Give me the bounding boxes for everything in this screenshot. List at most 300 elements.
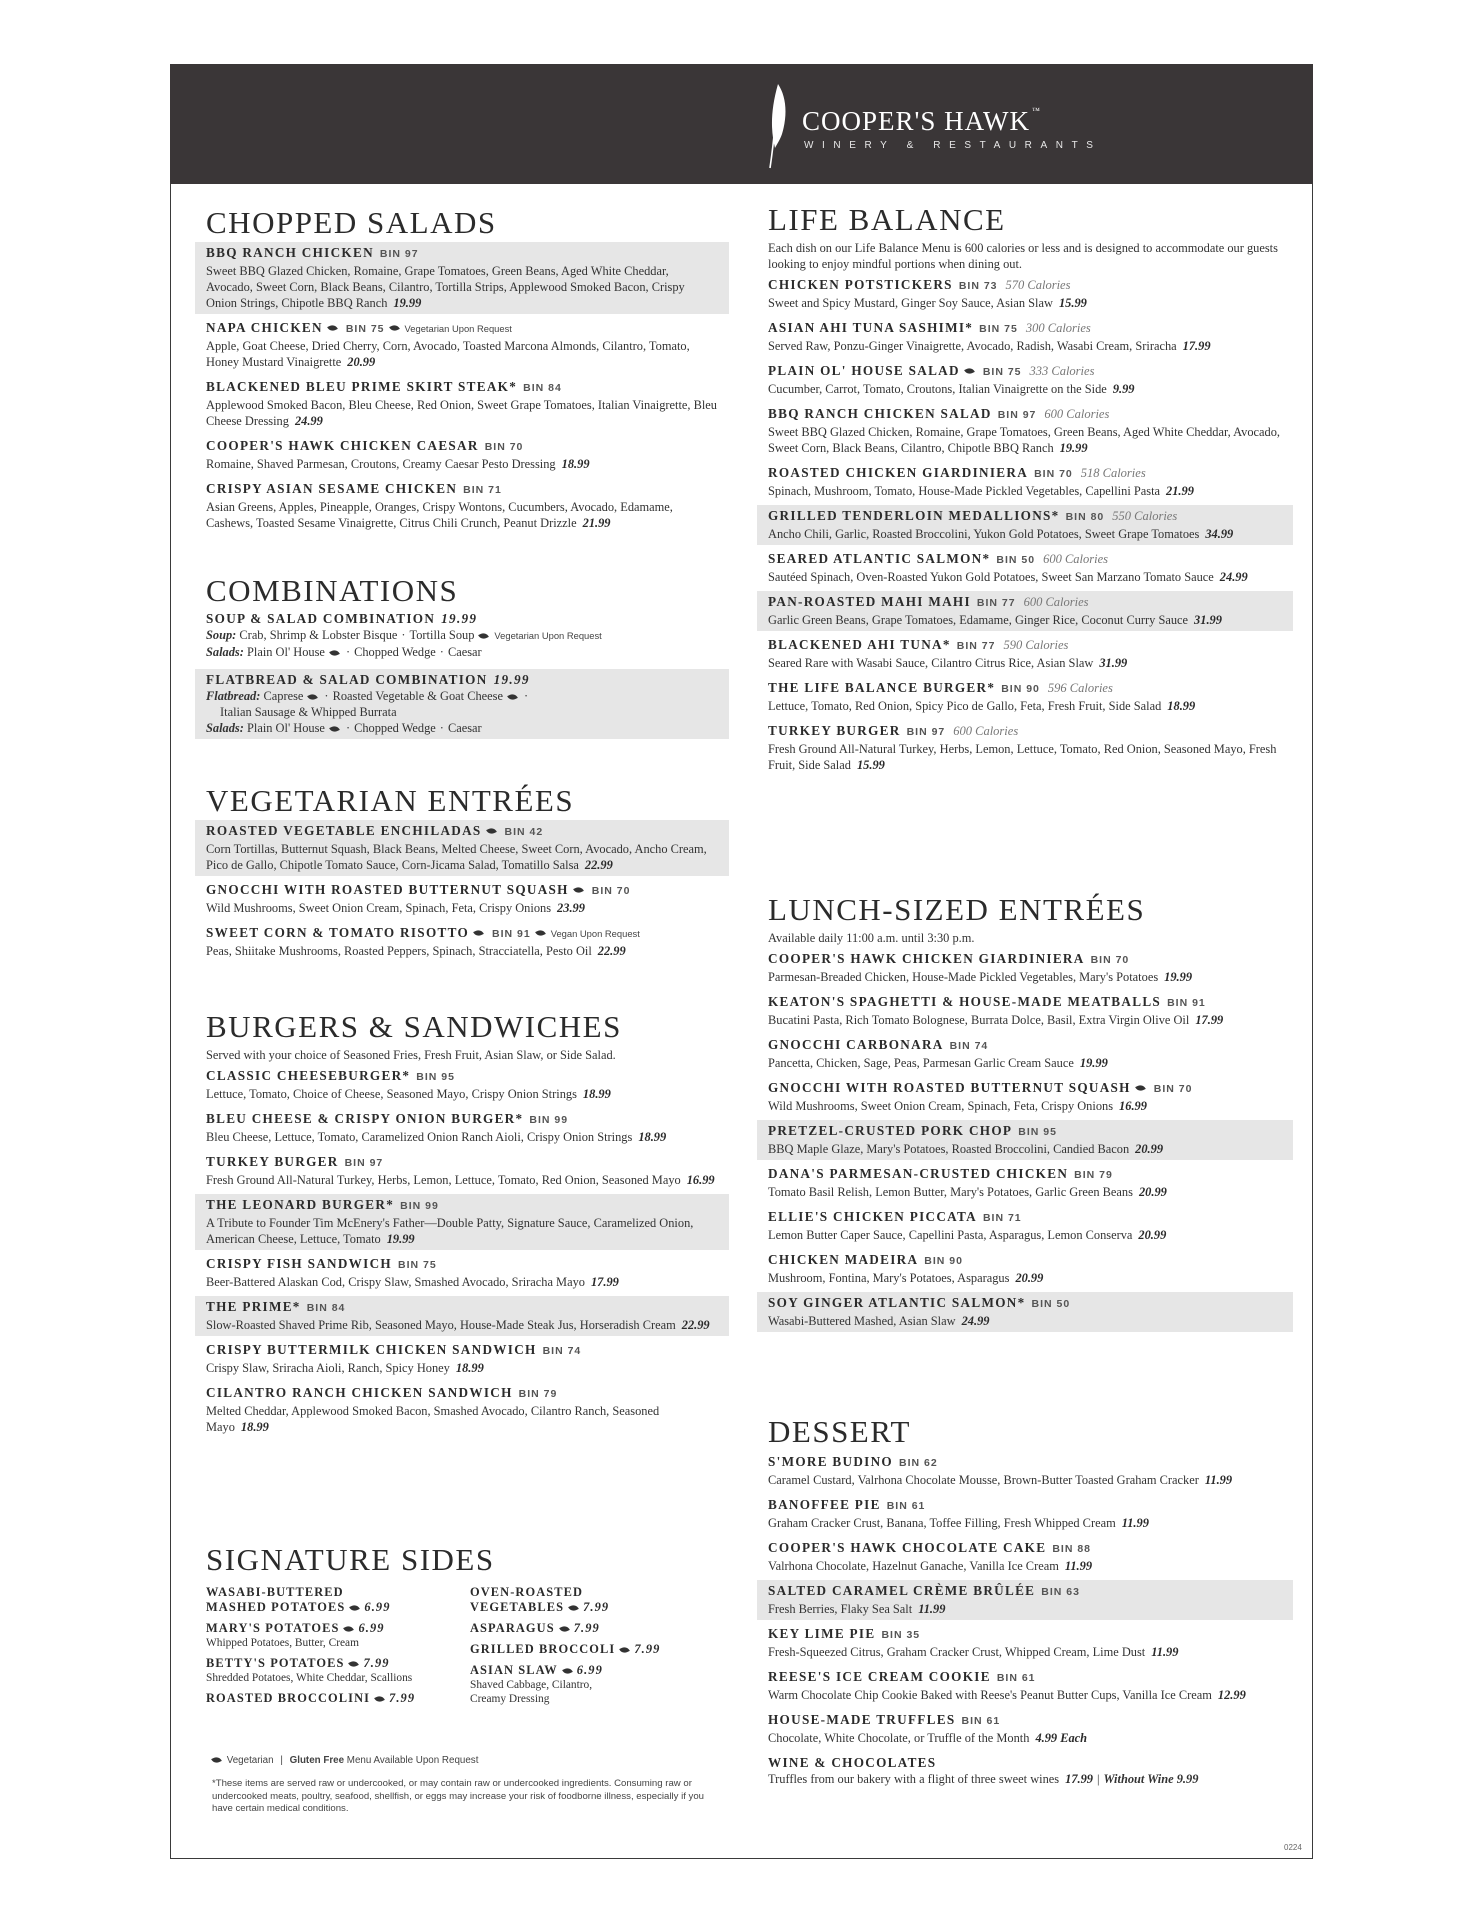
leaf-icon bbox=[211, 1755, 222, 1764]
section-intro: Each dish on our Life Balance Menu is 600 calories or less and is designed to accommodate our guests looking to enjoy mindful portions when dining out. bbox=[768, 241, 1278, 271]
section-intro: Served with your choice of Seasoned Fries, Fresh Fruit, Asian Slaw, or Side Salad. bbox=[206, 1048, 616, 1062]
item-desc bbox=[768, 1644, 1282, 1660]
item-price: 34.99 bbox=[1205, 527, 1234, 541]
menu-item bbox=[195, 376, 729, 432]
item-desc: Soup: Crab, Shrimp & Lobster Bisque · Tortilla Soup Vegetarian Upon Request bbox=[206, 628, 602, 642]
leaf-icon bbox=[349, 1659, 360, 1668]
side-desc: Shaved Cabbage, Cilantro, Creamy Dressing bbox=[470, 1679, 593, 1705]
brand-tagline: WINERY & RESTAURANTS bbox=[804, 140, 1102, 151]
item-name: GNOCCHI WITH ROASTED BUTTERNUT SQUASH bbox=[206, 882, 569, 897]
section-burgers bbox=[206, 1010, 718, 1438]
bin-label: BIN 97 bbox=[379, 248, 419, 260]
item-name: BLACKENED AHI TUNA* bbox=[768, 637, 951, 652]
item-desc bbox=[768, 295, 1282, 311]
bin-label: BIN 74 bbox=[949, 1040, 989, 1052]
menu-item bbox=[757, 1666, 1293, 1706]
item-name: CHICKEN MADEIRA bbox=[768, 1252, 919, 1267]
item-desc bbox=[768, 969, 1282, 985]
item-header bbox=[768, 1625, 1282, 1644]
item-price: 20.99 bbox=[347, 355, 376, 369]
item-desc-text: Cucumber, Carrot, Tomato, Croutons, Italian Vinaigrette on the Side bbox=[768, 382, 1107, 396]
side-name bbox=[470, 1663, 720, 1678]
item-desc-text: Ancho Chili, Garlic, Roasted Broccolini, Yukon Gold Potatoes, Sweet Grape Tomatoes bbox=[768, 527, 1200, 541]
item-desc bbox=[768, 1472, 1282, 1488]
item-desc bbox=[206, 841, 718, 873]
bin-label: BIN 80 bbox=[1065, 511, 1105, 523]
item-name: COOPER'S HAWK CHICKEN GIARDINIERA bbox=[768, 951, 1085, 966]
item-name: SOUP & SALAD COMBINATION bbox=[206, 611, 436, 626]
item-desc-text: Garlic Green Beans, Grape Tomatoes, Edamame, Ginger Rice, Coconut Curry Sauce bbox=[768, 613, 1189, 627]
item-header bbox=[768, 722, 1282, 741]
side-name-line: WASABI-BUTTERED bbox=[206, 1585, 344, 1599]
item-header bbox=[206, 378, 718, 397]
item-desc-text: Truffles from our bakery with a flight of three sweet wines bbox=[768, 1772, 1060, 1786]
item-desc bbox=[206, 1317, 718, 1333]
leaf-icon bbox=[562, 1666, 573, 1675]
section-dessert bbox=[768, 1415, 1282, 1790]
item-desc-text: Served Raw, Ponzu-Ginger Vinaigrette, Avocado, Radish, Wasabi Cream, Sriracha bbox=[768, 339, 1177, 353]
bin-label: BIN 70 bbox=[1090, 954, 1130, 966]
item-name: CRISPY BUTTERMILK CHICKEN SANDWICH bbox=[206, 1342, 537, 1357]
item-header bbox=[768, 507, 1282, 526]
item-price: 20.99 bbox=[1015, 1271, 1044, 1285]
item-desc-text: Valrhona Chocolate, Hazelnut Ganache, Vanilla Ice Cream bbox=[768, 1559, 1059, 1573]
bin-label: BIN 99 bbox=[529, 1114, 569, 1126]
bin-label: BIN 77 bbox=[956, 640, 996, 652]
side-price: 6.99 bbox=[576, 1663, 603, 1677]
section-title: CHOPPED SALADS bbox=[206, 205, 497, 240]
bin-label: BIN 88 bbox=[1052, 1543, 1092, 1555]
item-header bbox=[768, 593, 1282, 612]
menu-item bbox=[195, 435, 729, 475]
item-price: 18.99 bbox=[240, 1420, 269, 1434]
item-header bbox=[206, 924, 718, 943]
item-desc-text: Mushroom, Fontina, Mary's Potatoes, Asparagus bbox=[768, 1271, 1010, 1285]
brand-name: COOPER'S HAWK ™ bbox=[802, 106, 1041, 136]
item-price: 20.99 bbox=[1135, 1142, 1164, 1156]
leaf-icon bbox=[1135, 1084, 1146, 1093]
bin-label: BIN 61 bbox=[996, 1672, 1036, 1684]
section-title: COMBINATIONS bbox=[206, 573, 459, 608]
item-name: ASIAN AHI TUNA SASHIMI* bbox=[768, 320, 974, 335]
item-header bbox=[206, 1298, 718, 1317]
item-price: 19.99 bbox=[1059, 441, 1088, 455]
item-desc bbox=[206, 1172, 718, 1188]
item-header bbox=[768, 276, 1282, 295]
side-item bbox=[206, 1621, 466, 1650]
bin-label: BIN 95 bbox=[1018, 1126, 1057, 1138]
calories: 333 Calories bbox=[1029, 364, 1095, 378]
item-header bbox=[768, 1453, 1282, 1472]
item-header bbox=[768, 1294, 1282, 1313]
item-desc bbox=[206, 1086, 718, 1102]
item-desc bbox=[768, 1730, 1282, 1746]
leaf-icon bbox=[559, 1624, 570, 1633]
item-desc: Salads: Plain Ol' House · Chopped Wedge · Caesar bbox=[206, 721, 482, 735]
section-lunch bbox=[768, 893, 1282, 1332]
item-desc-text: Fresh-Squeezed Citrus, Graham Cracker Crust, Whipped Cream, Lime Dust bbox=[768, 1645, 1146, 1659]
calories: 600 Calories bbox=[1023, 595, 1089, 609]
item-header bbox=[206, 244, 718, 263]
item-desc bbox=[206, 456, 718, 472]
footer-warning: *These items are served raw or undercooked, or may contain raw or undercooked ingredients. Consuming raw or undercooked meats, poultry, seafood, shellfish, or eggs may increase your risk of foodborne illness, especially if you have certain medical conditions. bbox=[212, 1778, 705, 1814]
item-desc-text: Romaine, Shaved Parmesan, Croutons, Creamy Caesar Pesto Dressing bbox=[206, 457, 556, 471]
section-intro: Available daily 11:00 a.m. until 3:30 p.m. bbox=[768, 931, 975, 945]
item-name: COOPER'S HAWK CHOCOLATE CAKE bbox=[768, 1540, 1047, 1555]
menu-item bbox=[757, 1709, 1293, 1749]
side-name bbox=[206, 1691, 466, 1706]
section-title: BURGERS & SANDWICHES bbox=[206, 1009, 622, 1044]
menu-item bbox=[195, 478, 729, 534]
item-price: 17.99 bbox=[1065, 1772, 1094, 1786]
item-name: CRISPY FISH SANDWICH bbox=[206, 1256, 392, 1271]
item-header bbox=[206, 822, 718, 841]
menu-item bbox=[757, 1292, 1293, 1332]
item-header bbox=[768, 1711, 1282, 1730]
side-price: 6.99 bbox=[358, 1621, 385, 1635]
calories: 596 Calories bbox=[1047, 681, 1113, 695]
item-desc-text: BBQ Maple Glaze, Mary's Potatoes, Roasted Broccolini, Candied Bacon bbox=[768, 1142, 1130, 1156]
menu-item bbox=[195, 317, 729, 373]
menu-item bbox=[195, 922, 729, 962]
bin-label: BIN 35 bbox=[881, 1629, 921, 1641]
item-price: 18.99 bbox=[455, 1361, 484, 1375]
side-price: 7.99 bbox=[573, 1621, 600, 1635]
item-name: GNOCCHI CARBONARA bbox=[768, 1037, 944, 1052]
item-price: 20.99 bbox=[1138, 1228, 1167, 1242]
brand-logo bbox=[762, 82, 1102, 170]
item-name: PLAIN OL' HOUSE SALAD bbox=[768, 363, 960, 378]
item-header bbox=[768, 679, 1282, 698]
item-desc-text: Slow-Roasted Shaved Prime Rib, Seasoned Mayo, House-Made Steak Jus, Horseradish Cream bbox=[206, 1318, 676, 1332]
item-desc bbox=[768, 338, 1282, 354]
menu-item bbox=[757, 548, 1293, 588]
item-desc bbox=[206, 1129, 718, 1145]
bin-label: BIN 42 bbox=[504, 826, 544, 838]
bin-label: BIN 61 bbox=[961, 1715, 1001, 1727]
item-price: 24.99 bbox=[294, 414, 323, 428]
bin-label: BIN 75 bbox=[345, 323, 385, 335]
item-desc-text: Pancetta, Chicken, Sage, Peas, Parmesan Garlic Cream Sauce bbox=[768, 1056, 1074, 1070]
item-name: ROASTED CHICKEN GIARDINIERA bbox=[768, 465, 1029, 480]
menu-item bbox=[757, 462, 1293, 502]
menu-item bbox=[757, 1494, 1293, 1534]
item-price: 11.99 bbox=[1121, 1516, 1149, 1530]
side-item bbox=[470, 1663, 720, 1706]
bin-label: BIN 70 bbox=[484, 441, 524, 453]
item-price: 31.99 bbox=[1194, 613, 1222, 627]
menu-item bbox=[195, 242, 729, 314]
item-desc bbox=[768, 1055, 1282, 1071]
item-name: HOUSE-MADE TRUFFLES bbox=[768, 1712, 956, 1727]
item-desc bbox=[206, 900, 718, 916]
bin-label: BIN 97 bbox=[906, 726, 946, 738]
bin-label: BIN 95 bbox=[416, 1071, 455, 1083]
item-desc bbox=[768, 1601, 1282, 1617]
item-desc-text: Caramel Custard, Valrhona Chocolate Mousse, Brown-Butter Toasted Graham Cracker bbox=[768, 1473, 1199, 1487]
menu-item bbox=[757, 1537, 1293, 1577]
item-name: SOY GINGER ATLANTIC SALMON* bbox=[768, 1295, 1026, 1310]
section-vegetarian bbox=[206, 784, 718, 962]
menu-item bbox=[195, 669, 729, 739]
menu-item bbox=[757, 1120, 1293, 1160]
item-price: 17.99 bbox=[590, 1275, 619, 1289]
item-desc bbox=[768, 1313, 1282, 1329]
item-header bbox=[206, 1067, 718, 1086]
item-desc bbox=[768, 1270, 1282, 1286]
side-name-line: OVEN-ROASTED bbox=[470, 1585, 584, 1599]
bin-label: BIN 73 bbox=[958, 280, 998, 292]
menu-item bbox=[195, 1253, 729, 1293]
menu-item bbox=[757, 1206, 1293, 1246]
item-name: CLASSIC CHEESEBURGER* bbox=[206, 1068, 411, 1083]
item-header bbox=[768, 550, 1282, 569]
item-name: S'MORE BUDINO bbox=[768, 1454, 893, 1469]
item-desc bbox=[768, 526, 1282, 542]
menu-item bbox=[195, 1108, 729, 1148]
item-desc bbox=[768, 1098, 1282, 1114]
section-title: LUNCH-SIZED ENTRÉES bbox=[768, 892, 1146, 927]
leaf-icon bbox=[374, 1694, 385, 1703]
side-item bbox=[206, 1691, 466, 1706]
item-desc-text: Seared Rare with Wasabi Sauce, Cilantro Citrus Rice, Asian Slaw bbox=[768, 656, 1094, 670]
bin-label: BIN 91 bbox=[492, 928, 531, 940]
leaf-icon bbox=[619, 1645, 630, 1654]
item-price: 12.99 bbox=[1217, 1688, 1246, 1702]
item-name: COOPER'S HAWK CHICKEN CAESAR bbox=[206, 438, 479, 453]
item-desc: Italian Sausage & Whipped Burrata bbox=[220, 705, 397, 719]
bin-label: BIN 50 bbox=[1031, 1298, 1071, 1310]
item-header bbox=[206, 1110, 718, 1129]
item-header bbox=[768, 362, 1282, 381]
side-name-line: ASPARAGUS bbox=[470, 1621, 555, 1635]
item-desc bbox=[206, 1360, 718, 1376]
item-name: PAN-ROASTED MAHI MAHI bbox=[768, 594, 971, 609]
leaf-icon bbox=[507, 692, 518, 701]
item-price: 17.99 bbox=[1195, 1013, 1224, 1027]
side-item bbox=[206, 1585, 466, 1615]
menu-item bbox=[195, 1065, 729, 1105]
side-desc: Shredded Potatoes, White Cheddar, Scallions bbox=[206, 1672, 413, 1684]
item-header bbox=[206, 437, 718, 456]
side-name bbox=[206, 1585, 466, 1600]
item-note: Vegetarian Upon Request bbox=[404, 323, 512, 334]
menu-item bbox=[757, 1752, 1293, 1790]
menu-item bbox=[757, 591, 1293, 631]
item-header bbox=[768, 950, 1282, 969]
item-name: BBQ RANCH CHICKEN SALAD bbox=[768, 406, 992, 421]
side-price: 7.99 bbox=[583, 1600, 610, 1614]
item-name: THE LIFE BALANCE BURGER* bbox=[768, 680, 996, 695]
calories: 600 Calories bbox=[1044, 407, 1110, 421]
item-desc-text: Wasabi-Buttered Mashed, Asian Slaw bbox=[768, 1314, 956, 1328]
item-desc bbox=[768, 655, 1282, 671]
item-name: FLATBREAD & SALAD COMBINATION bbox=[206, 672, 488, 687]
section-title: SIGNATURE SIDES bbox=[206, 1542, 495, 1577]
bin-label: BIN 97 bbox=[997, 409, 1037, 421]
item-price: 18.99 bbox=[638, 1130, 667, 1144]
section-title: LIFE BALANCE bbox=[768, 202, 1006, 237]
leaf-icon bbox=[486, 827, 497, 836]
item-price: 19.99 bbox=[1164, 970, 1193, 984]
item-desc bbox=[206, 499, 718, 531]
menu-item bbox=[757, 720, 1293, 776]
item-header bbox=[768, 319, 1282, 338]
item-desc bbox=[768, 424, 1282, 456]
item-desc-text: Wild Mushrooms, Sweet Onion Cream, Spinach, Feta, Crispy Onions bbox=[768, 1099, 1114, 1113]
calories: 600 Calories bbox=[1043, 552, 1108, 566]
item-header bbox=[768, 636, 1282, 655]
menu-item bbox=[195, 879, 729, 919]
item-note: Vegan Upon Request bbox=[550, 928, 640, 939]
menu-code: 0224 bbox=[1284, 1843, 1302, 1852]
leaf-icon bbox=[535, 929, 546, 938]
calories: 518 Calories bbox=[1080, 466, 1146, 480]
menu-item bbox=[757, 360, 1293, 400]
bin-label: BIN 70 bbox=[591, 885, 631, 897]
menu-item bbox=[757, 1451, 1293, 1491]
menu-item bbox=[195, 1151, 729, 1191]
menu-item bbox=[195, 820, 729, 876]
item-price: 11.99 bbox=[918, 1602, 946, 1616]
item-price: 9.99 bbox=[1112, 382, 1135, 396]
item-desc bbox=[768, 1771, 1282, 1787]
bin-label: BIN 62 bbox=[898, 1457, 938, 1469]
menu-item bbox=[757, 677, 1293, 717]
item-desc-text: Sweet BBQ Glazed Chicken, Romaine, Grape Tomatoes, Green Beans, Aged White Cheddar, Avocado, Sweet Corn, Black Beans, Cilantro, Chipotle BBQ Ranch bbox=[768, 425, 1281, 455]
menu-item bbox=[757, 317, 1293, 357]
item-price: 31.99 bbox=[1099, 656, 1128, 670]
item-header bbox=[768, 1582, 1282, 1601]
item-name: THE PRIME* bbox=[206, 1299, 301, 1314]
item-desc-text: Lettuce, Tomato, Choice of Cheese, Seasoned Mayo, Crispy Onion Strings bbox=[206, 1087, 577, 1101]
leaf-icon bbox=[389, 324, 400, 333]
item-name: NAPA CHICKEN bbox=[206, 320, 323, 335]
item-desc bbox=[206, 1403, 718, 1435]
item-desc bbox=[206, 263, 718, 311]
item-header bbox=[206, 319, 718, 338]
item-name: GNOCCHI WITH ROASTED BUTTERNUT SQUASH bbox=[768, 1080, 1131, 1095]
item-desc-text: Spinach, Mushroom, Tomato, House-Made Pickled Vegetables, Capellini Pasta bbox=[768, 484, 1161, 498]
section-title: DESSERT bbox=[768, 1414, 911, 1449]
item-header bbox=[768, 993, 1282, 1012]
leaf-icon bbox=[573, 886, 584, 895]
side-desc: Whipped Potatoes, Butter, Cream bbox=[206, 1637, 359, 1649]
side-name-line: MASHED POTATOES bbox=[206, 1600, 346, 1614]
item-name: KEY LIME PIE bbox=[768, 1626, 876, 1641]
leaf-icon bbox=[350, 1603, 361, 1612]
bin-label: BIN 61 bbox=[886, 1500, 926, 1512]
item-header bbox=[768, 1251, 1282, 1270]
bin-label: BIN 50 bbox=[996, 554, 1036, 566]
bin-label: BIN 75 bbox=[982, 366, 1022, 378]
item-price: 19.99 bbox=[1079, 1056, 1108, 1070]
item-name: THE LEONARD BURGER* bbox=[206, 1197, 395, 1212]
menu-item bbox=[195, 608, 729, 663]
bin-label: BIN 75 bbox=[397, 1259, 437, 1271]
item-desc-text: Lettuce, Tomato, Red Onion, Spicy Pico de Gallo, Feta, Fresh Fruit, Side Salad bbox=[768, 699, 1162, 713]
bin-label: BIN 90 bbox=[1001, 683, 1040, 695]
side-name-line: ROASTED BROCCOLINI bbox=[206, 1691, 371, 1705]
calories: 590 Calories bbox=[1003, 638, 1069, 652]
bin-label: BIN 74 bbox=[542, 1345, 582, 1357]
side-name-line: VEGETABLES bbox=[470, 1600, 565, 1614]
side-price: 7.99 bbox=[634, 1642, 661, 1656]
feather-icon bbox=[762, 82, 792, 170]
item-desc-text: Fresh Ground All-Natural Turkey, Herbs, Lemon, Lettuce, Tomato, Red Onion, Seasoned Mayo bbox=[206, 1173, 681, 1187]
calories: 300 Calories bbox=[1025, 321, 1091, 335]
leaf-icon bbox=[327, 324, 338, 333]
side-price: 7.99 bbox=[389, 1691, 416, 1705]
bin-label: BIN 91 bbox=[1167, 997, 1206, 1009]
item-price: 15.99 bbox=[1058, 296, 1087, 310]
item-desc bbox=[768, 741, 1282, 773]
item-name: CILANTRO RANCH CHICKEN SANDWICH bbox=[206, 1385, 513, 1400]
side-name-line: ASIAN SLAW bbox=[470, 1663, 558, 1677]
menu-item bbox=[757, 634, 1293, 674]
item-desc bbox=[768, 612, 1282, 628]
item-price: 16.99 bbox=[686, 1173, 715, 1187]
item-desc-text: A Tribute to Founder Tim McEnery's Father—Double Patty, Signature Sauce, Caramelized Onion, American Cheese, Lettuce, Tomato bbox=[206, 1216, 694, 1246]
item-desc-text: Parmesan-Breaded Chicken, House-Made Pickled Vegetables, Mary's Potatoes bbox=[768, 970, 1159, 984]
side-price: 7.99 bbox=[363, 1656, 390, 1670]
item-desc-text: Peas, Shiitake Mushrooms, Roasted Peppers, Spinach, Stracciatella, Pesto Oil bbox=[206, 944, 592, 958]
side-name bbox=[470, 1585, 720, 1600]
item-price: 21.99 bbox=[1166, 484, 1194, 498]
item-desc bbox=[768, 569, 1282, 585]
item-price: 4.99 Each bbox=[1035, 1731, 1088, 1745]
item-header bbox=[768, 464, 1282, 483]
item-price: 21.99 bbox=[582, 516, 611, 530]
menu-item bbox=[757, 948, 1293, 988]
menu-item bbox=[757, 1623, 1293, 1663]
bin-label: BIN 79 bbox=[1074, 1169, 1113, 1181]
item-price: 23.99 bbox=[557, 901, 585, 915]
item-desc-text: Asian Greens, Apples, Pineapple, Oranges, Crispy Wontons, Cucumbers, Avocado, Edamame, Cashews, Toasted Sesame Vinaigrette, Citrus Chili Crunch, Peanut Drizzle bbox=[206, 500, 673, 530]
item-header bbox=[206, 1255, 718, 1274]
item-desc-text: Wild Mushrooms, Sweet Onion Cream, Spinach, Feta, Crispy Onions bbox=[206, 901, 552, 915]
menu-item bbox=[195, 1382, 729, 1438]
item-price: 20.99 bbox=[1138, 1185, 1167, 1199]
item-desc-text: Sautéed Spinach, Oven-Roasted Yukon Gold Potatoes, Sweet San Marzano Tomato Sauce bbox=[768, 570, 1214, 584]
item-header bbox=[206, 480, 718, 499]
item-header bbox=[768, 1754, 1282, 1771]
leaf-icon bbox=[344, 1624, 355, 1633]
item-desc-text: Chocolate, White Chocolate, or Truffle of the Month bbox=[768, 1731, 1030, 1745]
leaf-icon bbox=[329, 648, 340, 657]
section-sides bbox=[206, 1542, 718, 1705]
item-name: REESE'S ICE CREAM COOKIE bbox=[768, 1669, 991, 1684]
item-desc-text: Bucatini Pasta, Rich Tomato Bolognese, Burrata Dolce, Basil, Extra Virgin Olive Oil bbox=[768, 1013, 1190, 1027]
item-desc-text: Tomato Basil Relish, Lemon Butter, Mary's Potatoes, Garlic Green Beans bbox=[768, 1185, 1133, 1199]
item-desc-text: Fresh Ground All-Natural Turkey, Herbs, Lemon, Lettuce, Tomato, Red Onion, Seasoned Mayo, Fresh Fruit, Side Salad bbox=[768, 742, 1277, 772]
leaf-icon bbox=[479, 631, 490, 640]
item-desc bbox=[206, 1274, 718, 1290]
item-header bbox=[206, 881, 718, 900]
side-name-line: BETTY'S POTATOES bbox=[206, 1656, 345, 1670]
item-header bbox=[768, 405, 1282, 424]
item-price: 18.99 bbox=[1167, 699, 1196, 713]
item-name: PRETZEL-CRUSTED PORK CHOP bbox=[768, 1123, 1013, 1138]
item-desc-text: Beer-Battered Alaskan Cod, Crispy Slaw, Smashed Avocado, Sriracha Mayo bbox=[206, 1275, 585, 1289]
item-header bbox=[206, 1196, 718, 1215]
menu-header bbox=[170, 64, 1313, 184]
item-desc: Flatbread: Caprese · Roasted Vegetable & Goat Cheese · bbox=[206, 689, 529, 703]
menu-item bbox=[757, 1034, 1293, 1074]
leaf-icon bbox=[568, 1603, 579, 1612]
menu-item bbox=[195, 1339, 729, 1379]
section-life-balance bbox=[768, 203, 1282, 776]
